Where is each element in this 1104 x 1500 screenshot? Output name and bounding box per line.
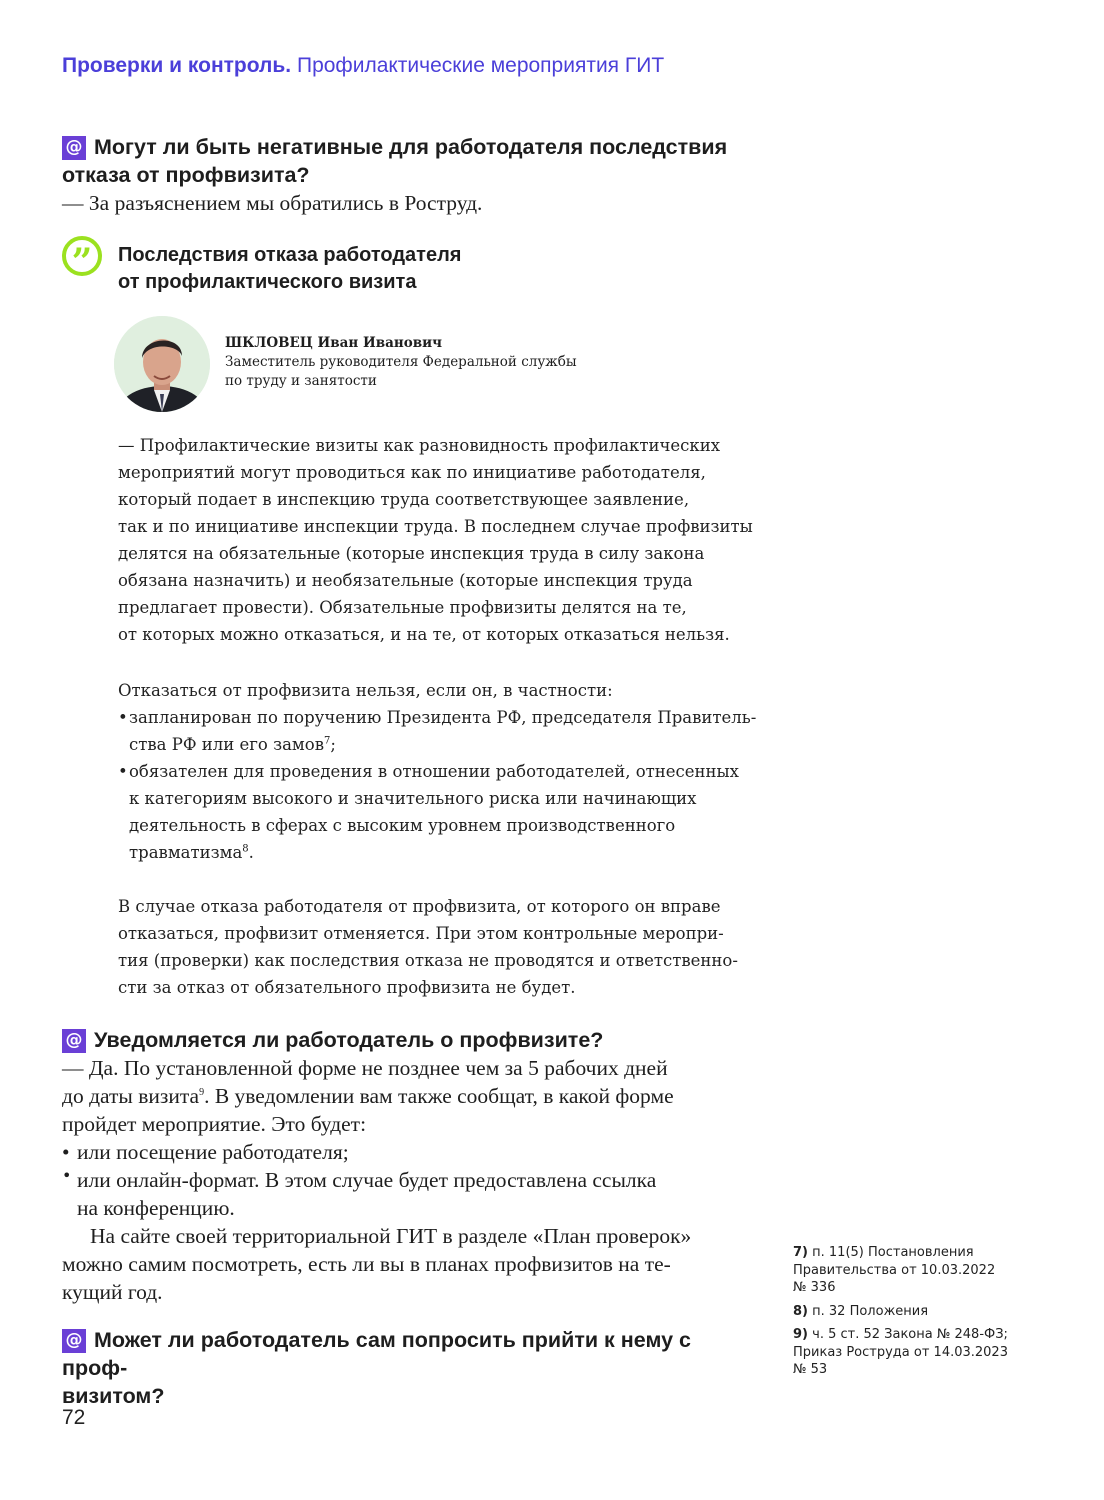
question-1-answer: — За разъяснением мы обратились в Роструд. bbox=[62, 191, 483, 215]
footnote-7: 7) п. 11(5) Постановления Правительства от 10.03.2022 № 336 bbox=[793, 1245, 996, 1295]
footnote-9: 9) ч. 5 ст. 52 Закона № 248-ФЗ; Приказ Роструда от 14.03.2023 № 53 bbox=[793, 1327, 1008, 1377]
question-1-title: @ Могут ли быть негативные для работодателя последствия bbox=[62, 133, 752, 161]
running-head bbox=[62, 54, 664, 78]
quote-icon: ” bbox=[62, 236, 102, 276]
interview-paragraph-2: Отказаться от профвизита нельзя, если он, в частности: • запланирован по поручению Президента РФ, председателя Правитель- ства РФ или его замов$^7$; • обязателен для проведения в отношении работодателей, отнесенных к категориям высокого и значительного риска или начинающих деятельность в сферах с высоким уровнем производственного травматизма$^8$. bbox=[118, 677, 758, 866]
question-3-title: @ Может ли работодатель сам попросить прийти к нему с проф- bbox=[62, 1328, 691, 1380]
footnote-8: 8) п. 32 Положения bbox=[793, 1303, 929, 1319]
portrait-illustration bbox=[114, 316, 210, 412]
expert-role: Заместитель руководителя Федеральной службы по труду и занятости bbox=[225, 354, 577, 389]
question-2-title: @ Уведомляется ли работодатель о профвизите? bbox=[62, 1026, 752, 1054]
expert-name: ШКЛОВЕЦ Иван Иванович bbox=[225, 335, 443, 351]
footnotes bbox=[793, 1244, 1023, 1385]
list-item: • или онлайн-формат. В этом случае будет предоставлена ссылка на конференцию. bbox=[62, 1166, 752, 1222]
page-number: 72 bbox=[62, 1406, 86, 1429]
section-subtitle: Профилактические мероприятия ГИТ bbox=[296, 54, 665, 77]
interview-paragraph-3: В случае отказа работодателя от профвизита, от которого он вправе отказаться, профвизит отменяется. При этом контрольные меропри- тия (проверки) как последствия отказа не проводятся и ответственно- сти за отказ от обязательного профвизита не будет. bbox=[118, 897, 738, 997]
section-title: Проверки и контроль. bbox=[62, 54, 292, 77]
interview-title: Последствия отказа работодателя от профилактического визита bbox=[118, 244, 462, 293]
list-item: • запланирован по поручению Президента РФ, председателя Правитель- ства РФ или его замов$^7$; bbox=[118, 704, 758, 758]
footnote-ref-8: 8 bbox=[242, 843, 249, 855]
interview-paragraph-1: — Профилактические визиты как разновидность профилактических мероприятий могут проводиться как по инициативе работодателя, который подает в инспекцию труда соответствующее заявление, так и по инициативе инспекции труда. В последнем случае профвизиты делятся на обязательные (которые инспекция труда в силу закона обязана назначить) и необязательные (которые инспекция труда предлагает провести). Обязательные профвизиты делятся на те, от которых можно отказаться, и на те, от которых отказаться нельзя. bbox=[118, 436, 753, 644]
list-item: • обязателен для проведения в отношении работодателей, отнесенных к категориям высокого и значительного риска или начинающих деятельность в сферах с высоким уровнем производственного травматизма$^8$. bbox=[118, 758, 758, 866]
footnote-ref-9: 9 bbox=[199, 1086, 205, 1098]
question-1-title-line2: отказа от профвизита? bbox=[62, 163, 310, 187]
question-3: @ Может ли работодатель сам попросить прийти к нему с проф- визитом? bbox=[62, 1326, 752, 1410]
question-1 bbox=[62, 133, 752, 217]
list-item: • или посещение работодателя; bbox=[62, 1138, 752, 1166]
at-icon: @ bbox=[62, 1329, 86, 1353]
at-icon: @ bbox=[62, 136, 86, 160]
portrait-photo bbox=[114, 316, 210, 412]
footnote-ref-7: 7 bbox=[324, 735, 331, 747]
at-icon: @ bbox=[62, 1029, 86, 1053]
question-2: @ Уведомляется ли работодатель о профвизите? — Да. По установленной форме не позднее чем за 5 рабочих дней до даты визита$^9$. В уведомлении вам также сообщат, в какой форме пройдет мероприятие. Это будет: • или посещение работодателя; • или онлайн-формат. В этом случае будет предоставлена ссылка на конференцию. На сайте своей территориальной ГИТ в разделе «План проверок» можно самим посмотреть, есть ли вы в планах профвизитов на те- кущий год. bbox=[62, 1026, 752, 1306]
